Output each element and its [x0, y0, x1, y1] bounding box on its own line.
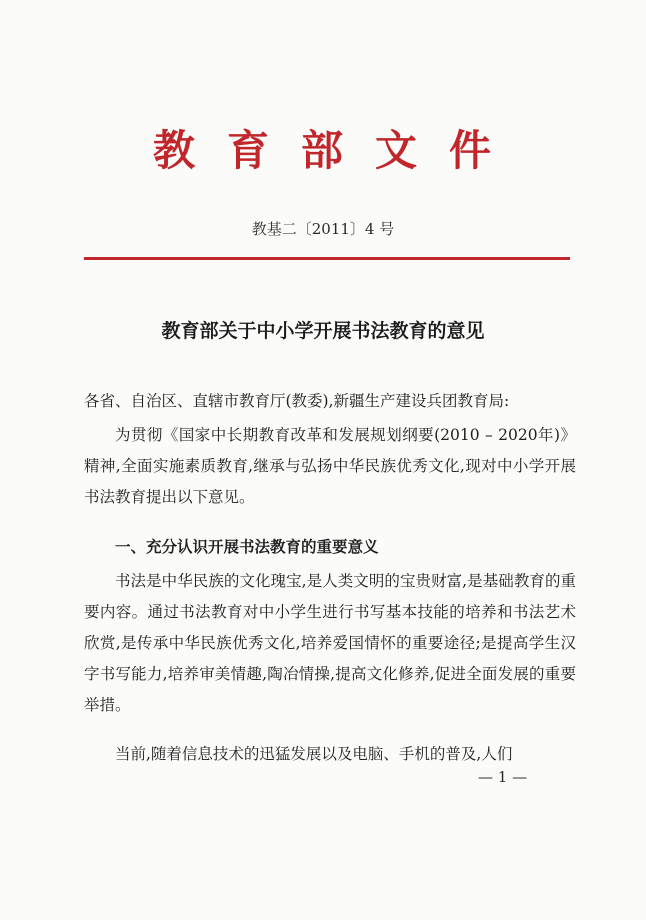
header-title-char: 文: [375, 126, 420, 175]
header-title-char: 教: [152, 126, 197, 175]
document-title: 教育部关于中小学开展书法教育的意见: [161, 320, 485, 342]
header-title-char: 育: [226, 126, 271, 175]
document-number: 教基二〔2011〕4 号: [251, 220, 395, 238]
section-heading-1: 一、充分认识开展书法教育的重要意义: [115, 537, 379, 556]
header-title-char: 件: [449, 126, 494, 175]
red-divider: [84, 257, 570, 260]
paragraph-2: 书法是中华民族的文化瑰宝,是人类文明的宝贵财富,是基础教育的重要内容。通过书法教育对中小学生进行书写基本技能的培养和书法艺术欣赏,是传承中华民族优秀文化,培养爱国情怀的重要途径;是提高学生汉字书写能力,培养审美情趣,陶冶情操,提高文化修养,促进全面发展的重要举措。: [84, 572, 576, 714]
paragraph-1: 为贯彻《国家中长期教育改革和发展规划纲要(2010 – 2020年)》精神,全面实施素质教育,继承与弘扬中华民族优秀文化,现对中小学开展书法教育提出以下意见。: [84, 426, 576, 506]
header-title: [0, 118, 646, 178]
page-number: — 1 —: [478, 768, 528, 786]
paragraph-3: 当前,随着信息技术的迅猛发展以及电脑、手机的普及,人们: [115, 745, 513, 763]
salutation: 各省、自治区、直辖市教育厅(教委),新疆生产建设兵团教育局:: [84, 392, 510, 410]
header-title-char: 部: [300, 126, 345, 175]
